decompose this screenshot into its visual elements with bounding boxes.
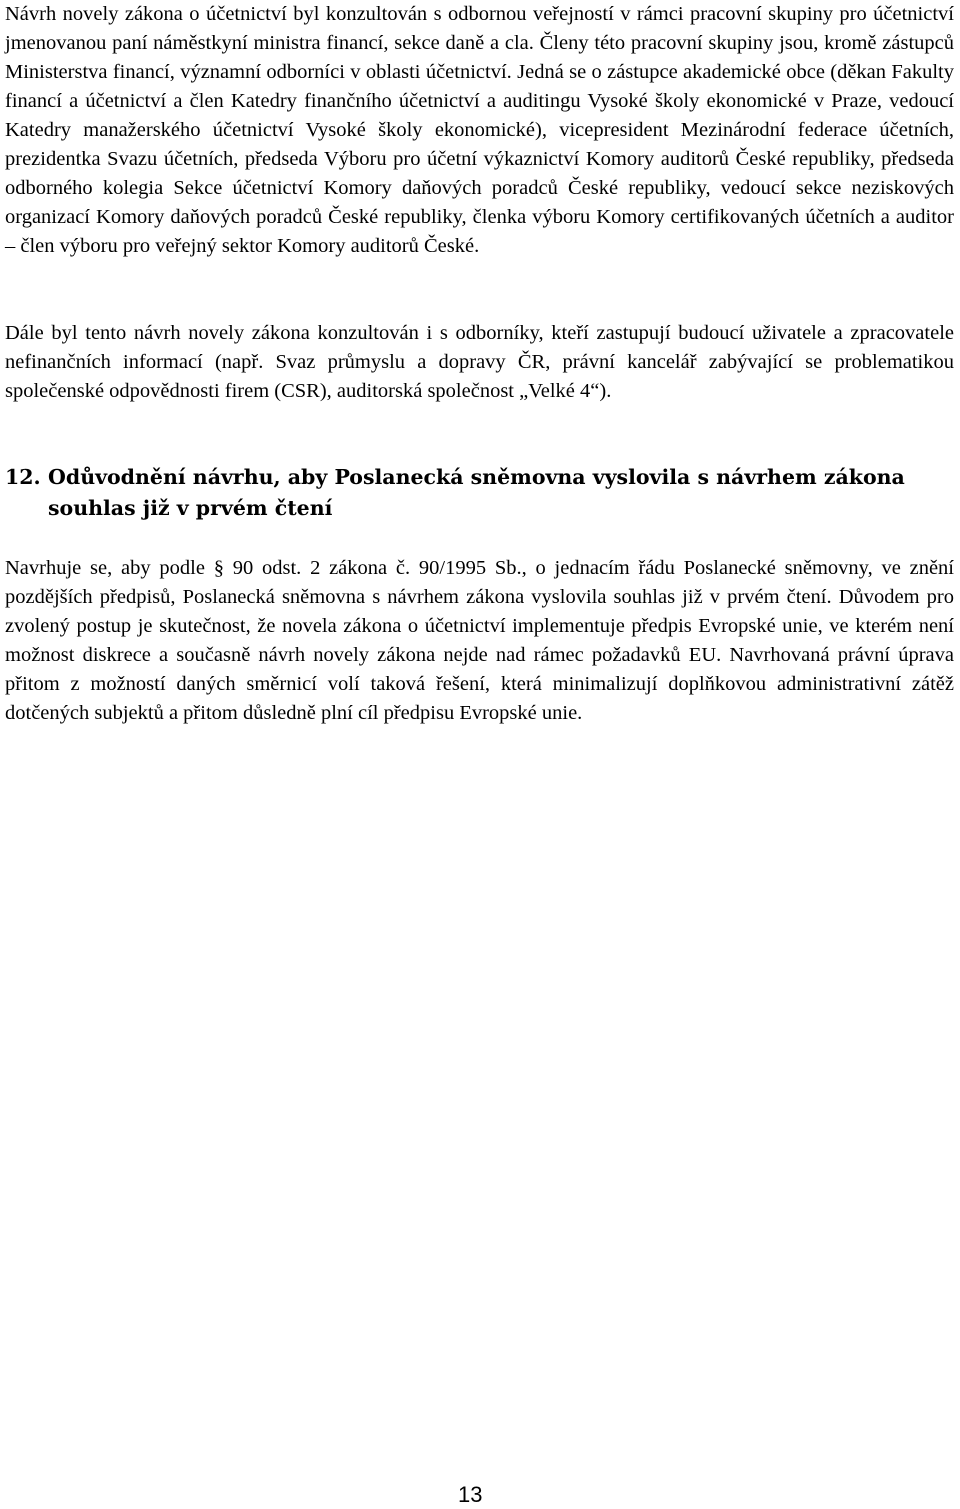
- paragraph-consultation-working-group: Návrh novely zákona o účetnictví byl konzultován s odbornou veřejností v rámci pracovní skupiny pro účetnictví jmenovanou paní náměstkyní ministra financí, sekce daně a cla. Členy této pracovní skupiny jsou, kromě zástupců Ministerstva financí, významní odborníci v oblasti účetnictví. Jedná se o zástupce akademické obce (děkan Fakulty financí a účetnictví a člen Katedry finančního účetnictví a auditingu Vysoké školy ekonomické v Praze, vedoucí Katedry manažerského účetnictví Vysoké školy ekonomické), vicepresident Mezinárodní federace účetních, prezidentka Svazu účetních, předseda Výboru pro účetní výkaznictví Komory auditorů České republiky, předseda odborného kolegia Sekce účetnictví Komory daňových poradců České republiky, vedoucí sekce neziskových organizací Komory daňových poradců České republiky, členka výboru Komory certifikovaných účetních a auditor – člen výboru pro veřejný sektor Komory auditorů České.: [5, 3, 954, 257]
- page-number: 13: [458, 1482, 483, 1507]
- paragraph-consultation-experts: Dále byl tento návrh novely zákona konzultován i s odborníky, kteří zastupují budoucí uživatele a zpracovatele nefinančních informací (např. Svaz průmyslu a dopravy ČR, právní kancelář zabývající se problematikou společenské odpovědnosti firem (CSR), auditorská společnost „Velké 4“).: [5, 322, 954, 402]
- section-number: 12.: [5, 465, 41, 489]
- section-title: Odůvodnění návrhu, aby Poslanecká sněmovna vyslovila s návrhem zákona souhlas již v prvém čtení: [48, 465, 905, 520]
- section-heading: [5, 462, 960, 524]
- paragraph-first-reading-justification: Navrhuje se, aby podle § 90 odst. 2 zákona č. 90/1995 Sb., o jednacím řádu Poslanecké sněmovny, ve znění pozdějších předpisů, Poslanecká sněmovna s návrhem zákona vyslovila souhlas již v prvém čtení. Důvodem pro zvolený postup je skutečnost, že novela zákona o účetnictví implementuje předpis Evropské unie, ve kterém není možnost diskrece a současně návrh novely zákona nejde nad rámec požadavků EU. Navrhovaná právní úprava přitom z možností daných směrnicí volí taková řešení, která minimalizují doplňkovou administrativní zátěž dotčených subjektů a přitom důsledně plní cíl předpisu Evropské unie.: [5, 557, 954, 724]
